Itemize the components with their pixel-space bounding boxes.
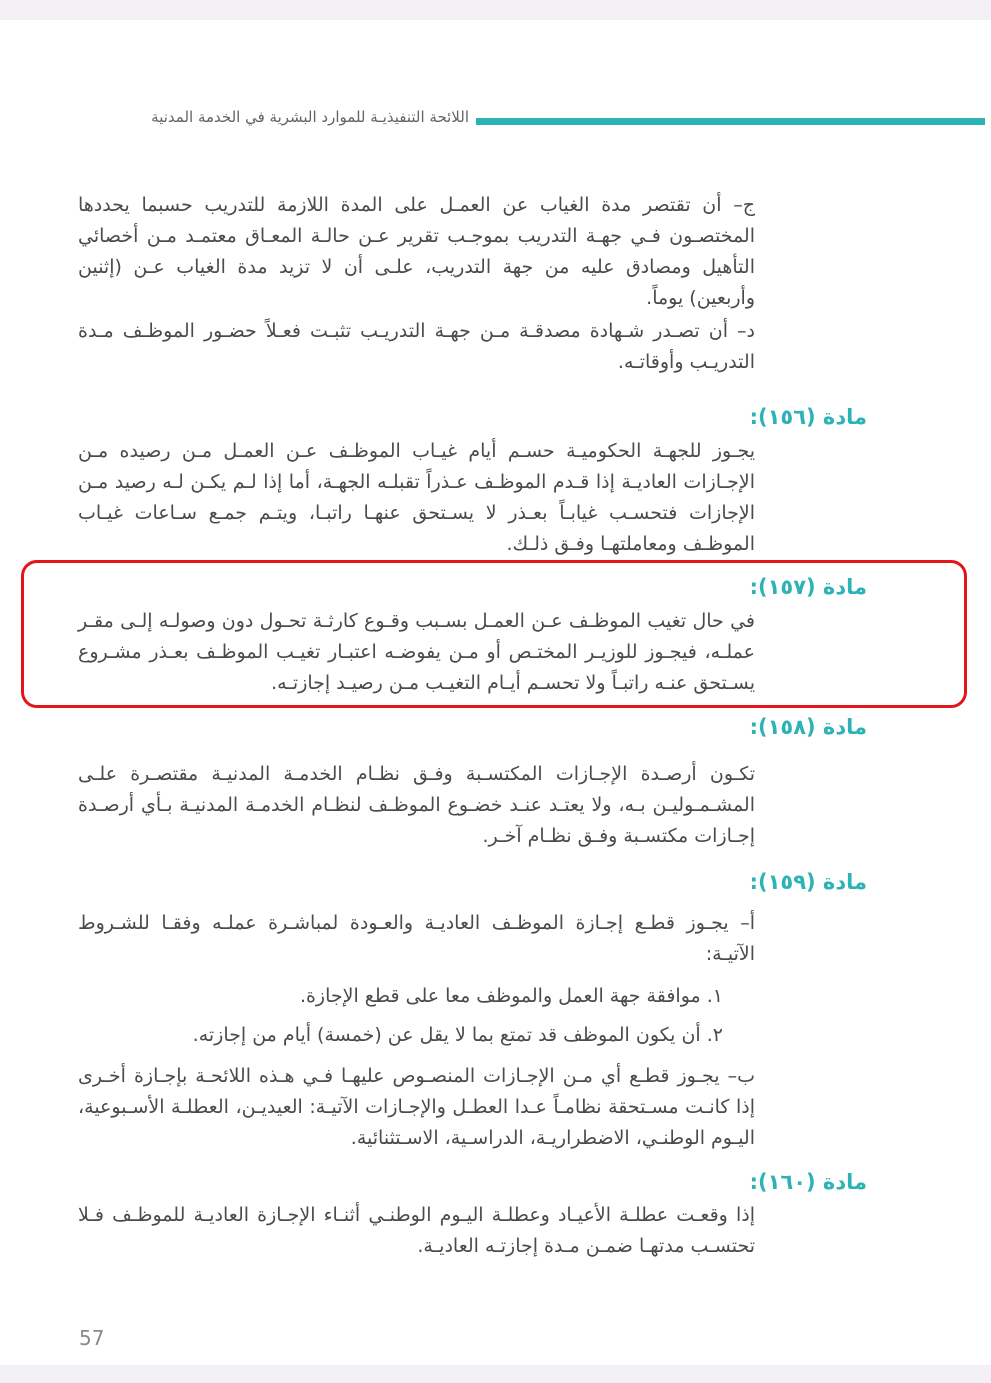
article-156-text: يجـوز للجهـة الحكوميـة حسـم أيام غيـاب الموظـف عـن العمـل مـن رصيده مـن الإجـازات العاديـة إذا قـدم الموظـف عـذراً تقبلـه الجهـة، أما إذا لـم يكـن لـه رصيد مـن الإجازات فتحسـب غيابـاً بعـذر لا يسـتحق عنهـا راتبـا، ويتـم جمـع سـاعات غيـاب الموظـف ومعاملتهـا وفـق ذلـك. — [78, 440, 755, 555]
document-page — [0, 20, 991, 1365]
article-159-item-ba: ب– يجـوز قطـع أي مـن الإجـازات المنصـوص عليهـا فـي هـذه اللائحـة بإجـازة أخـرى إذا كانـت مسـتحقة نظامـاً عـدا العطـل والإجـازات الآتيـة: العيديـن، العطلـة الأسـبوعية، اليـوم الوطنـي، الاضطراريـة، الدراسـية، الاسـتثنائية. — [78, 1065, 755, 1149]
article-159-item-alif: أ– يجـوز قطـع إجـازة الموظـف العاديـة والعـودة لمباشـرة عملـه وفقـا للشـروط الآتيـة: — [78, 912, 755, 965]
article-160-text: إذا وقعـت عطلـة الأعيـاد وعطلـة اليـوم الوطنـي أثنـاء الإجـازة العاديـة للموظـف فـلا تحتسـب مدتهـا ضمـن مـدة إجازتـه العاديـة. — [78, 1204, 755, 1257]
item-dal: د– أن تصـدر شـهادة مصدقـة مـن جهـة التدريـب تثبـت فعـلاً حضـور الموظـف مـدة التدريـب وأوقاتـه. — [78, 320, 755, 373]
article-159-condition-2: ٢. أن يكون الموظف قد تمتع بما لا يقل عن (خمسة) أيام من إجازته. — [192, 1024, 723, 1046]
page-number: 57 — [79, 1326, 105, 1350]
article-159-title: مادة (١٥٩): — [749, 870, 867, 894]
article-156-title: مادة (١٥٦): — [749, 405, 867, 429]
page-content — [0, 20, 991, 1365]
item-jeem: ج– أن تقتصر مدة الغياب عن العمـل على المدة اللازمة للتدريب حسبما يحددها المختصـون فـي جهـة التدريب بموجـب تقرير عـن حالـة المعـاق معتمـد مـن أخصائي التأهيل ومصادق عليه من جهة التدريب، علـى أن لا تزيد مدة الغياب عـن (إثنين وأربعين) يوماً. — [78, 194, 755, 309]
article-160-title: مادة (١٦٠): — [749, 1170, 867, 1194]
article-158-title: مادة (١٥٨): — [749, 715, 867, 739]
article-158-text: تكـون أرصـدة الإجـازات المكتسـبة وفـق نظـام الخدمـة المدنيـة مقتصـرة علـى المشـمـوليـن بـه، ولا يعتـد عنـد خضـوع الموظـف لنظـام الخدمـة المدنيـة بـأي أرصـدة إجـازات مكتسـبة وفـق نظـام آخـر. — [78, 763, 755, 847]
article-157-title: مادة (١٥٧): — [749, 575, 867, 599]
article-157-text: في حال تغيب الموظـف عـن العمـل بسـبب وقـوع كارثـة تحـول دون وصولـه إلـى مقـر عملـه، فيجـوز للوزيـر المختـص أو مـن يفوضـه اعتبـار تغيـب الموظـف بعـذر مشـروع يسـتحق عنـه راتبـاً ولا تحسـم أيـام التغيـب مـن رصيـد إجازتـه. — [78, 610, 755, 694]
article-159-condition-1: ١. موافقة جهة العمل والموظف معا على قطع الإجازة. — [299, 985, 723, 1007]
header-title: اللائحة التنفيذيـة للموارد البشرية في الخدمة المدنية — [151, 108, 469, 126]
